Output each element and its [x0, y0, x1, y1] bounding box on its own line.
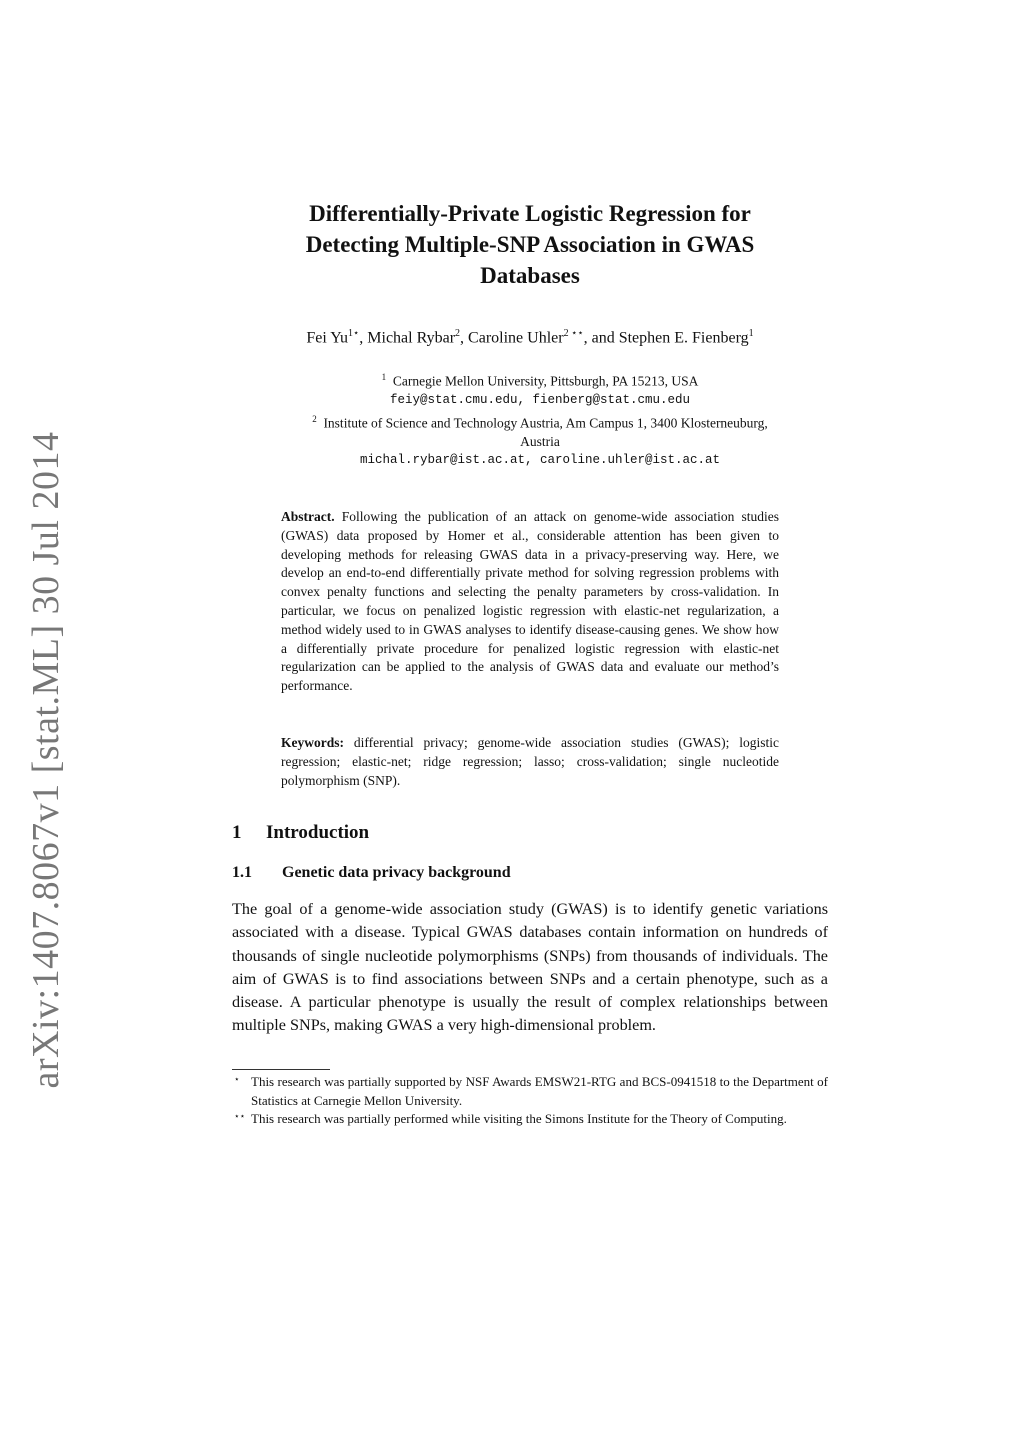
section-title: Introduction: [266, 822, 370, 843]
arxiv-identifier-stamp: arXiv:1407.8067v1 [stat.ML] 30 Jul 2014: [25, 431, 67, 1089]
affiliation-2: $^2$ Institute of Science and Technology Austria, Am Campus 1, 3400 Klosterneuburg,: [312, 413, 768, 430]
abstract-text: Following the publication of an attack on genome-wide association studies (GWAS) data proposed by Homer et al., considerable attention has been given to developing methods for releasing GWAS data in a privacy-preserving way. Here, we develop an end-to-end differentially private method for solving regression problems with convex penalty functions and selecting the penalty parameters by cross-validation. In particular, we focus on penalized logistic regression with elastic-net regularization, a method widely used to in GWAS analyses to identify disease-causing genes. We show how a differentially private procedure for penalized logistic regression with elastic-net regularization can be applied to the analysis of GWAS data and evaluate our method’s performance.: [281, 509, 780, 694]
footnote-text: This research was partially performed while visiting the Simons Institute for the Theory of Computing.: [251, 1111, 787, 1126]
footnote-mark: ⋆: [234, 1074, 240, 1084]
footnote-mark: ⋆⋆: [234, 1111, 246, 1121]
author-affil-marker: 2: [455, 328, 461, 339]
footnote-divider: [232, 1069, 330, 1070]
title-line-1: Differentially-Private Logistic Regression for: [309, 201, 751, 226]
affiliation-number: 2: [312, 413, 317, 424]
subsection-heading: [232, 864, 511, 882]
affiliation-2-cont: Austria: [520, 434, 560, 449]
footnote: [232, 1110, 828, 1129]
abstract-label: Abstract.: [281, 509, 335, 524]
author-name: and Stephen E. Fienberg: [591, 329, 749, 347]
affiliation-2-emails[interactable]: michal.rybar@ist.ac.at, caroline.uhler@ist.ac.at: [359, 453, 721, 467]
keywords-text: differential privacy; genome-wide association studies (GWAS); logistic regression; elastic-net; ridge regression; lasso; cross-validation; single nucleotide polymorphism (SNP).: [281, 735, 779, 788]
author-name: Caroline Uhler: [468, 329, 564, 347]
subsection-number: 1.1: [232, 864, 252, 881]
author-affil-marker: 1⋆: [348, 328, 360, 339]
keywords-label: Keywords:: [281, 735, 344, 750]
author-affil-marker: 1: [748, 328, 754, 339]
section-heading-introduction: [232, 822, 369, 844]
section-number: 1: [232, 822, 242, 843]
abstract: [281, 508, 779, 696]
footnote-text: This research was partially supported by NSF Awards EMSW21-RTG and BCS-0941518 to the Department of Statistics at Carnegie Mellon University.: [251, 1074, 828, 1108]
author-list: Fei $Yu^{1⋆}$, Michal Rybar$^2$, Caroline Uhler$^{2 ⋆⋆}$, and Stephen E. Fienberg$^1$: [306, 328, 754, 347]
title-line-2: Detecting Multiple-SNP Association in GWAS: [305, 232, 755, 257]
affiliation-1: $^1$ Carnegie Mellon University, Pittsburgh, PA 15213, USA: [381, 372, 699, 389]
author-affil-marker: 2 ⋆⋆: [563, 328, 584, 339]
author-name: Michal Rybar: [367, 329, 456, 347]
affiliation-number: 1: [381, 372, 387, 382]
author-name: Fei Yu: [306, 329, 348, 347]
title-line-3: Databases: [480, 263, 580, 288]
footnote: [232, 1073, 828, 1110]
affiliation-1-emails[interactable]: feiy@stat.cmu.edu, fienberg@stat.cmu.edu: [389, 392, 691, 407]
subsection-title: Genetic data privacy background: [282, 864, 511, 881]
affiliations: [230, 368, 850, 470]
footnotes: [232, 1073, 828, 1129]
keywords: [281, 734, 779, 790]
paper-title: [200, 198, 860, 291]
intro-paragraph: The goal of a genome-wide association study (GWAS) is to identify genetic variations associated with a disease. Typical GWAS databases contain information on hundreds of thousands of single nucleotide polymorphisms (SNPs) from thousands of individuals. The aim of GWAS is to find associations between SNPs and a certain phenotype, such as a disease. A particular phenotype is usually the result of complex relationships between multiple SNPs, making GWAS a very high-dimensional problem.: [232, 900, 828, 1035]
